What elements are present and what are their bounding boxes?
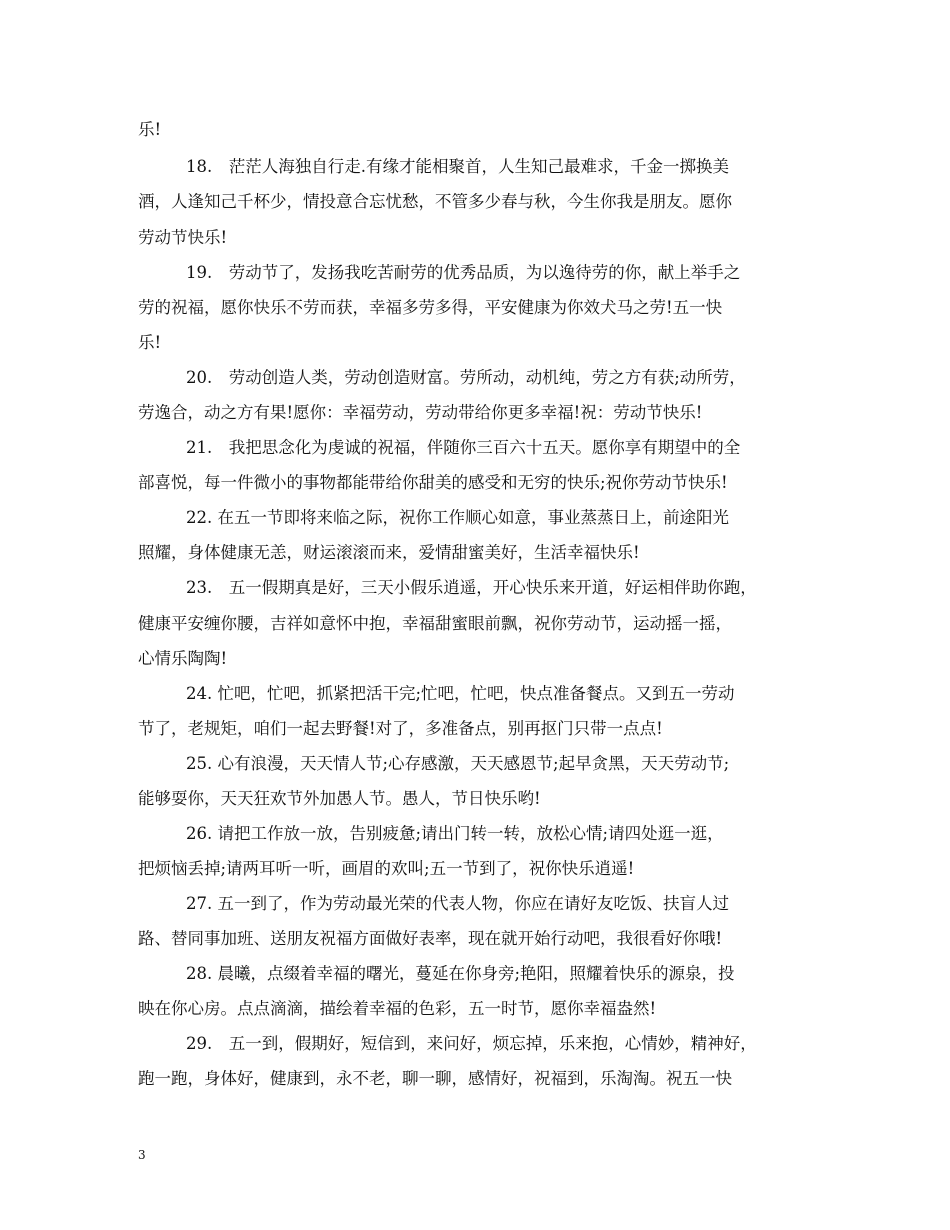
text-line: 24. 忙吧，忙吧，抓紧把活干完;忙吧，忙吧，快点准备餐点。又到五一劳动: [186, 684, 735, 703]
text-line: 21. 我把思念化为虔诚的祝福，伴随你三百六十五天。愿你享有期望中的全: [186, 438, 741, 457]
text-line: 27. 五一到了，作为劳动最光荣的代表人物，你应在请好友吃饭、扶盲人过: [186, 894, 729, 913]
text-line: 29. 五一到，假期好，短信到，来问好，烦忘掉，乐来抱，心情妙，精神好，: [186, 1034, 757, 1053]
text-line: 把烦恼丢掉;请两耳听一听，画眉的欢叫;五一节到了，祝你快乐逍遥!: [138, 859, 635, 878]
page-number: 3: [138, 1148, 146, 1162]
text-line: 节了，老规矩，咱们一起去野餐!对了，多准备点，别再抠门只带一点点!: [138, 719, 663, 738]
text-line: 20. 劳动创造人类，劳动创造财富。劳所动，动机纯，劳之方有获;动所劳，: [186, 368, 746, 387]
text-line: 酒，人逢知己千杯少，情投意合忘忧愁，不管多少春与秋，今生你我是朋友。愿你: [138, 192, 732, 211]
text-line: 19. 劳动节了，发扬我吃苦耐劳的优秀品质，为以逸待劳的你，献上举手之: [186, 263, 741, 282]
text-line: 23. 五一假期真是好，三天小假乐逍遥，开心快乐来开道，好运相伴助你跑，: [186, 578, 757, 597]
text-line: 映在你心房。点点滴滴，描绘着幸福的色彩，五一时节，愿你幸福盎然!: [138, 999, 657, 1018]
text-line: 跑一跑，身体好，健康到，永不老，聊一聊，感情好，祝福到，乐淘淘。祝五一快: [138, 1069, 732, 1088]
text-line: 劳逸合，动之方有果!愿你：幸福劳动，劳动带给你更多幸福!祝：劳动节快乐!: [138, 403, 703, 422]
text-line: 心情乐陶陶!: [138, 649, 228, 668]
text-line: 18. 茫茫人海独自行走.有缘才能相聚首，人生知己最难求，千金一掷换美: [186, 157, 729, 176]
text-line: 劳的祝福，愿你快乐不劳而获，幸福多劳多得，平安健康为你效犬马之劳!五一快: [138, 298, 723, 317]
text-line: 22. 在五一节即将来临之际，祝你工作顺心如意，事业蒸蒸日上，前途阳光: [186, 508, 729, 527]
text-line: 28. 晨曦，点缀着幸福的曙光，蔓延在你身旁;艳阳，照耀着快乐的源泉，投: [186, 964, 735, 983]
text-line: 路、替同事加班、送朋友祝福方面做好表率，现在就开始行动吧，我很看好你哦!: [138, 929, 723, 948]
text-line: 25. 心有浪漫，天天情人节;心存感激，天天感恩节;起早贪黑，天天劳动节;: [186, 754, 730, 773]
text-line: 26. 请把工作放一放，告别疲惫;请出门转一转，放松心情;请四处逛一逛，: [186, 824, 724, 843]
text-line: 部喜悦，每一件微小的事物都能带给你甜美的感受和无穷的快乐;祝你劳动节快乐!: [138, 473, 728, 492]
text-line: 健康平安缠你腰，吉祥如意怀中抱，幸福甜蜜眼前飘，祝你劳动节，运动摇一摇，: [138, 614, 732, 633]
text-line: 劳动节快乐!: [138, 228, 228, 247]
text-line: 乐!: [138, 120, 162, 139]
text-line: 能够耍你，天天狂欢节外加愚人节。愚人，节日快乐哟!: [138, 789, 541, 808]
text-line: 乐!: [138, 333, 162, 352]
text-line: 照耀，身体健康无恙，财运滚滚而来，爱情甜蜜美好，生活幸福快乐!: [138, 543, 640, 562]
